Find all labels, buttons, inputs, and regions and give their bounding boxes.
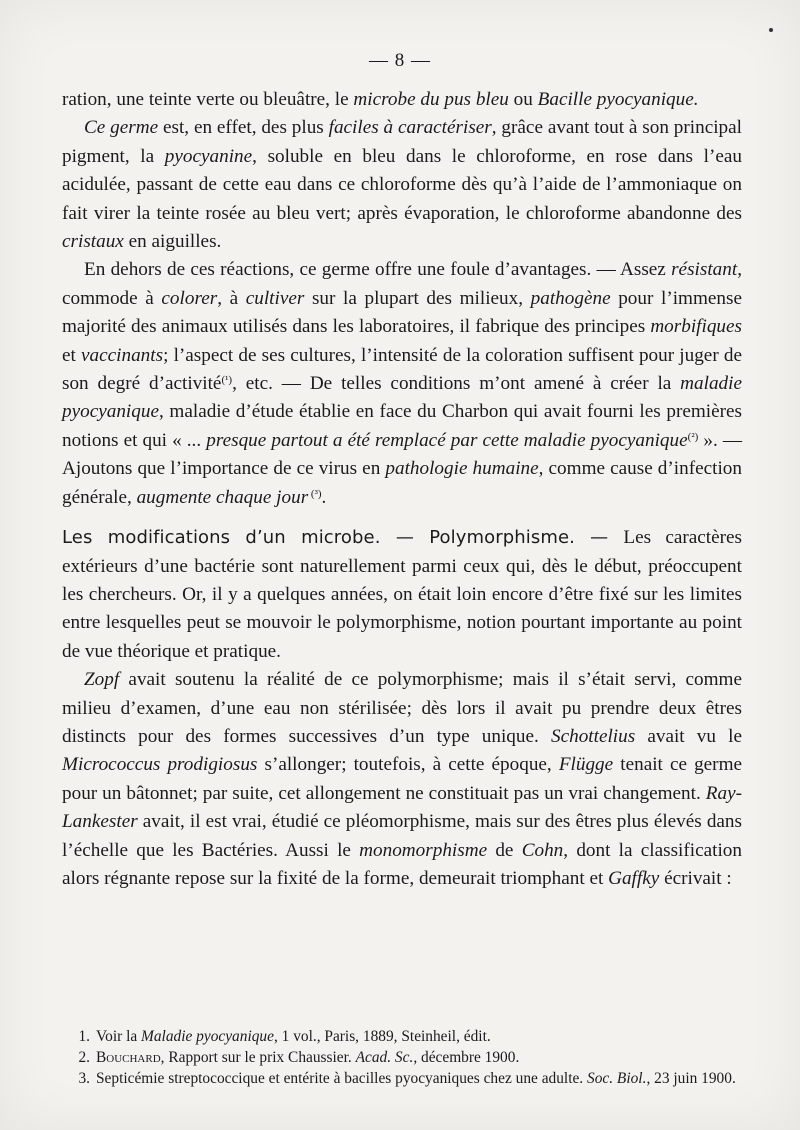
text-run: , Rapport sur le prix Chaussier. — [160, 1049, 356, 1066]
text-run: , maladie d’étude établie en face du Charbon qui avait fourni les premières notions et qui « ... — [62, 401, 742, 451]
text-run: avait, il est vrai, étudié ce pléomorphisme, mais sur des êtres plus élevés dans l’échelle que les Bactéries. Aussi le — [62, 811, 742, 861]
text-run: , dont la classification alors régnante repose sur la fixité de la forme, demeurait triomphant et — [62, 839, 742, 889]
text-run: tenait ce germe pour un bâtonnet; par suite, cet allongement ne constituait pas un vrai changement. — [62, 754, 743, 804]
footnote-ref-3: (³) — [308, 487, 322, 500]
italic-title: Acad. Sc. — [355, 1049, 414, 1066]
italic-title: Soc. Biol. — [587, 1070, 647, 1087]
text-run: , décembre 1900. — [413, 1049, 520, 1066]
text-run: , à — [217, 287, 246, 309]
text-run: ; l’aspect de ses cultures, l’intensité de la coloration suffisent pour juger de son degré d’activité — [62, 344, 742, 395]
text-run: , soluble en bleu dans le chloroforme, en rose dans l’eau acidulée, passant de cette eau dans ce chloroforme dès qu’à l’aide de l’ammoniaque on fait virer la teinte rosée au bleu vert; après évaporation, le chloroforme abandonne des — [62, 145, 742, 224]
paragraph-4 — [62, 524, 742, 666]
paragraph-3 — [62, 256, 742, 512]
italic-title: Maladie pyocyanique — [141, 1028, 274, 1045]
text-run: ration, une teinte verte ou bleuâtre, le — [62, 89, 354, 110]
footnotes — [62, 1026, 742, 1089]
italic-term: pyocyanine — [164, 145, 253, 167]
text-run: ». — Ajoutons que l’importance de ce virus en — [62, 429, 743, 480]
italic-term: colorer — [161, 287, 218, 309]
text-run: , commode à — [62, 259, 742, 309]
italic-name: Ray-Lankester — [62, 782, 742, 833]
text-run: écrivait : — [659, 867, 732, 889]
italic-term: maladie pyocyanique — [62, 373, 742, 423]
italic-term: résistant — [671, 259, 738, 281]
text-run: en aiguilles. — [123, 231, 222, 253]
italic-term: Ce germe — [84, 117, 159, 139]
text-run: sur la plupart des milieux, — [304, 287, 531, 309]
page-number: — 8 — — [369, 50, 431, 71]
italic-term: microbe du pus bleu — [353, 89, 509, 110]
text-run: avait vu le — [635, 725, 743, 747]
text-run: , 1 vol., Paris, 1889, Steinheil, édit. — [273, 1028, 491, 1045]
paragraph-2 — [62, 114, 742, 256]
ink-dot — [769, 28, 773, 32]
footnote-ref-1: (¹) — [221, 374, 233, 387]
footnote-3 — [62, 1068, 742, 1089]
section-heading: Les modifications d’un microbe. — Polymorphisme. — [62, 527, 575, 549]
footnote-number: 3. — [78, 1070, 90, 1087]
text-run: Septicémie streptococcique et entérite à bacilles pyocyaniques chez une adulte. — [96, 1070, 588, 1087]
italic-term: faciles à caractériser — [328, 117, 492, 139]
italic-term: augmente chaque jour — [136, 486, 309, 508]
text-run: de — [487, 839, 522, 861]
author-name: Bouchard — [96, 1049, 161, 1066]
paragraph-1 — [62, 86, 742, 114]
italic-quote: presque partout a été remplacé par cette maladie pyocyanique — [206, 429, 688, 451]
italic-name: Zopf — [84, 669, 120, 691]
text-run: et — [62, 344, 82, 366]
text-run: ou — [508, 89, 538, 110]
heading-dash: — — [574, 527, 624, 549]
italic-term: cultiver — [245, 287, 305, 309]
italic-name: Gaffky — [608, 867, 660, 889]
italic-name: Schottelius — [550, 725, 636, 747]
text-run: s’allonger; toutefois, à cette époque, — [257, 754, 559, 776]
footnote-number: 1. — [78, 1028, 90, 1045]
text-run: En dehors de ces réactions, ce germe offre une foule d’avantages. — Assez — [84, 259, 672, 281]
footnote-2 — [62, 1047, 742, 1068]
body-text — [62, 86, 742, 893]
italic-name: Flügge — [558, 754, 614, 776]
italic-term: pathologie humaine — [385, 458, 539, 480]
text-run: avait soutenu la réalité de ce polymorphisme; mais il s’était servi, comme milieu d’examen, d’une eau non stérilisée; dès lors il avait pu prendre deux êtres distincts pour des formes successives d’un type unique. — [62, 669, 742, 747]
italic-term: vaccinants — [81, 344, 164, 366]
text-run: , grâce avant tout à son principal pigment, la — [62, 117, 742, 167]
text-run: Voir la — [96, 1028, 142, 1045]
italic-name: Cohn — [521, 839, 564, 861]
text-run: est, en effet, des plus — [158, 117, 329, 139]
text-run: , comme cause d’infection générale, — [62, 458, 742, 508]
italic-term: pathogène — [530, 287, 611, 309]
text-run: , 23 juin 1900. — [646, 1070, 736, 1087]
text-run: . — [321, 486, 327, 508]
footnote-ref-2: (²) — [687, 430, 699, 443]
footnote-number: 2. — [78, 1049, 90, 1066]
italic-term: monomorphisme — [359, 839, 488, 861]
italic-term: Bacille pyocyanique. — [537, 89, 699, 110]
paragraph-5 — [62, 666, 742, 893]
text-run: pour l’immense majorité des animaux utilisés dans les laboratoires, il fabrique des principes — [62, 287, 742, 338]
text-run: , etc. — De telles conditions m’ont amené à créer la — [232, 373, 681, 395]
footnote-1 — [62, 1026, 742, 1047]
italic-term: morbifiques — [650, 316, 742, 338]
italic-term: Micrococcus prodigiosus — [62, 754, 258, 776]
text-run: Les caractères extérieurs d’une bactérie sont naturellement parmi ceux qui, dès le début, préoccupent les chercheurs. Or, il y a quelques années, on était loin encore d’être fixé sur les limites entre lesquelles peut se mouvoir le polymorphisme, notion pourtant importante au point de vue théorique et pratique. — [62, 527, 742, 662]
italic-term: cristaux — [62, 231, 124, 253]
